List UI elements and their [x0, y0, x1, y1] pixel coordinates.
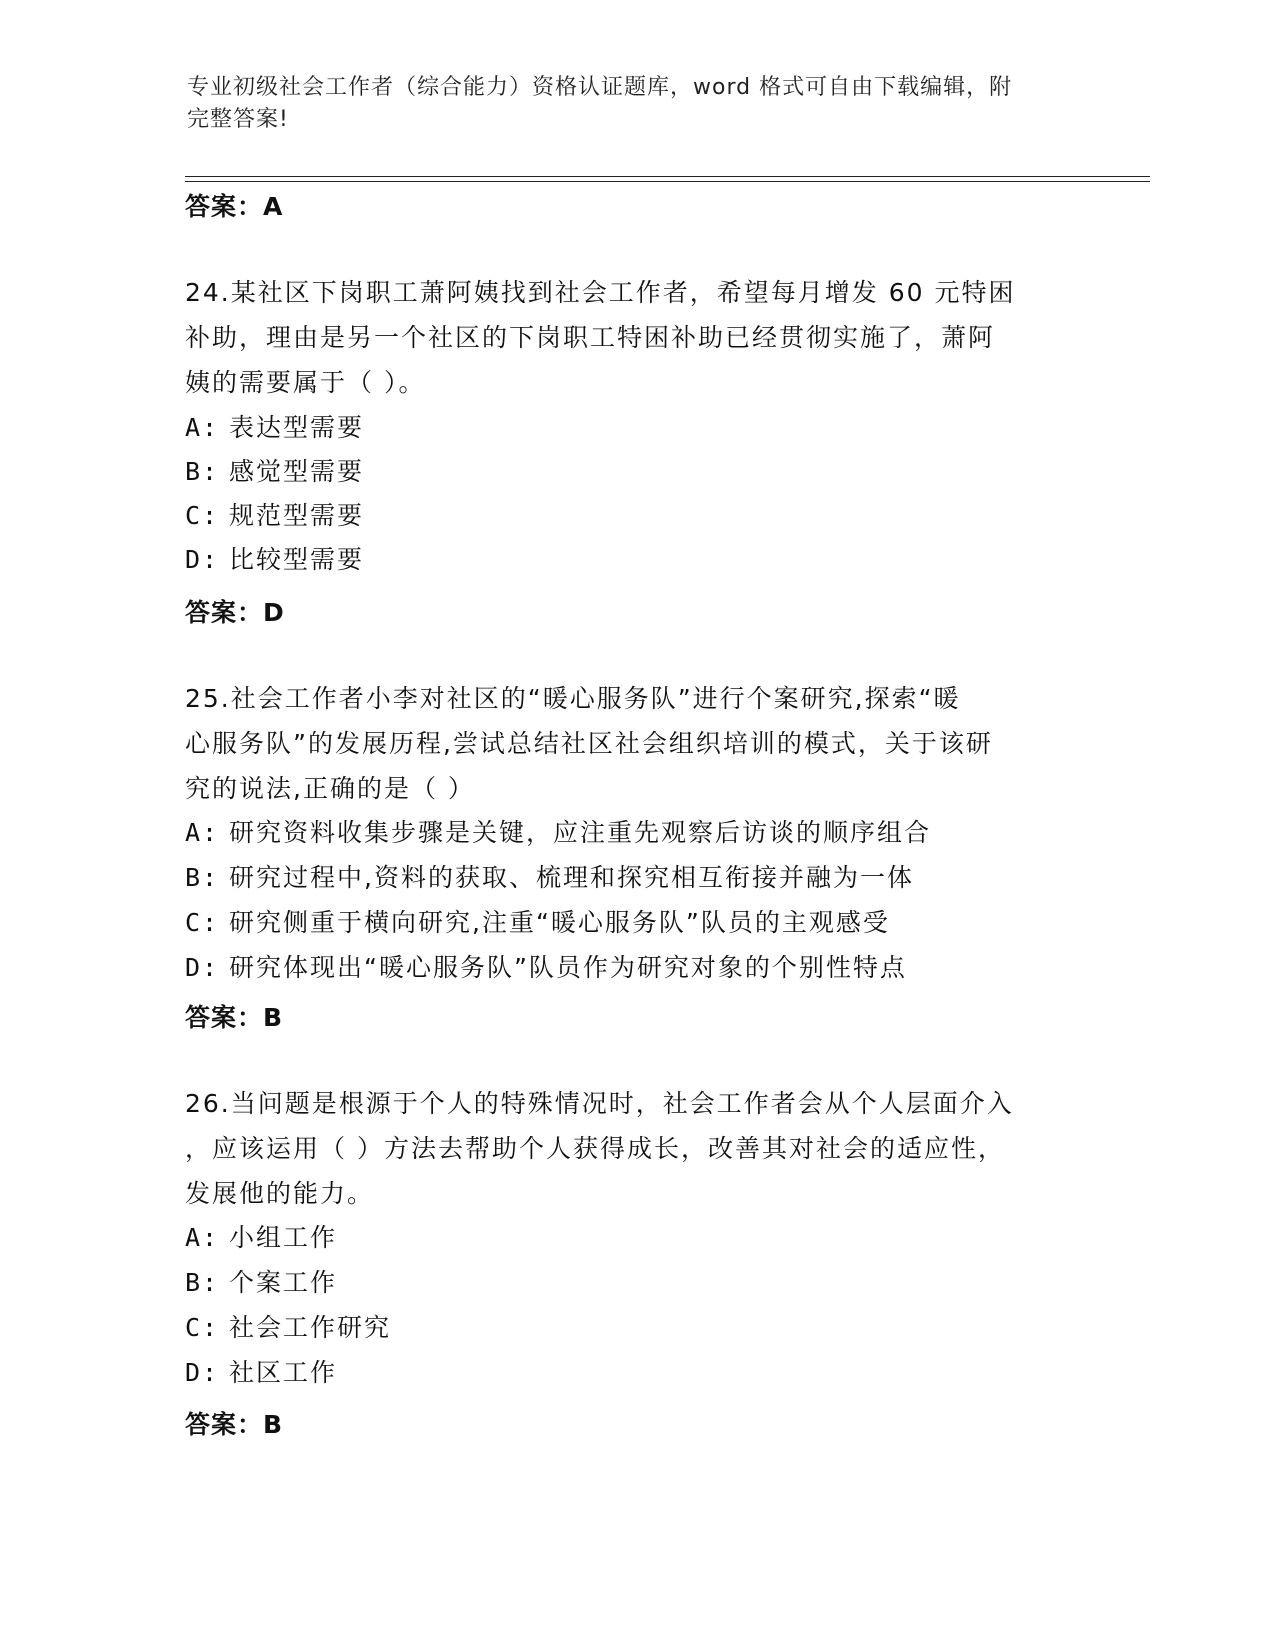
- option-key: B:: [185, 863, 220, 892]
- option-text: 社会工作研究: [229, 1313, 392, 1342]
- answer-26: 答案：B: [185, 1410, 284, 1439]
- question-24-option-c: [185, 493, 364, 538]
- question-25-option-d: [185, 945, 907, 990]
- option-key: D:: [185, 1358, 220, 1387]
- option-text: 研究侧重于横向研究,注重“暖心服务队”队员的主观感受: [229, 908, 890, 937]
- option-text: 小组工作: [229, 1223, 338, 1252]
- option-text: 个案工作: [229, 1268, 338, 1297]
- answer-24: 答案：D: [185, 598, 285, 627]
- question-25-text: [185, 676, 1085, 811]
- question-24-option-a: [185, 405, 364, 450]
- question-26-text: [185, 1081, 1085, 1216]
- question-25-option-b: [185, 855, 914, 900]
- question-26-option-a: [185, 1215, 337, 1260]
- option-text: 研究资料收集步骤是关键，应注重先观察后访谈的顺序组合: [229, 818, 932, 847]
- option-key: D:: [185, 545, 220, 574]
- option-key: C:: [185, 1313, 220, 1342]
- header-divider-top: [185, 176, 1150, 177]
- header-divider-bottom: [185, 181, 1150, 182]
- question-24-text: [185, 270, 1085, 405]
- option-key: B:: [185, 457, 220, 486]
- option-key: A:: [185, 1223, 220, 1252]
- option-text: 感觉型需要: [229, 457, 365, 486]
- question-25-line-3: 究的说法,正确的是（ ）: [185, 774, 475, 803]
- question-25-option-c: [185, 900, 890, 945]
- option-text: 表达型需要: [229, 413, 365, 442]
- question-26-line-1: 26.当问题是根源于个人的特殊情况时，社会工作者会从个人层面介入: [185, 1089, 1014, 1118]
- option-text: 研究体现出“暖心服务队”队员作为研究对象的个别性特点: [229, 953, 907, 982]
- question-24-line-2: 补助，理由是另一个社区的下岗职工特困补助已经贯彻实施了，萧阿: [185, 323, 996, 352]
- question-24-line-1: 24.某社区下岗职工萧阿姨找到社会工作者，希望每月增发 60 元特困: [185, 278, 1016, 307]
- option-key: C:: [185, 501, 220, 530]
- question-24-line-3: 姨的需要属于（ ）。: [185, 368, 426, 397]
- question-25-option-a: [185, 810, 931, 855]
- question-24-option-d: [185, 537, 364, 582]
- question-24-option-b: [185, 449, 364, 494]
- question-25-line-2: 心服务队”的发展历程,尝试总结社区社会组织培训的模式，关于该研: [185, 729, 993, 758]
- question-26-line-2: ，应该运用（ ）方法去帮助个人获得成长，改善其对社会的适应性，: [185, 1134, 1005, 1163]
- option-key: B:: [185, 1268, 220, 1297]
- option-text: 研究过程中,资料的获取、梳理和探究相互衔接并融为一体: [229, 863, 914, 892]
- page-header: [187, 72, 1067, 136]
- option-text: 规范型需要: [229, 501, 365, 530]
- option-key: A:: [185, 818, 220, 847]
- option-key: A:: [185, 413, 220, 442]
- option-key: D:: [185, 953, 220, 982]
- answer-25: 答案：B: [185, 1003, 284, 1032]
- header-line-2: 完整答案!: [187, 107, 289, 132]
- question-26-line-3: 发展他的能力。: [185, 1179, 375, 1208]
- answer-prev: 答案：A: [185, 192, 284, 221]
- option-key: C:: [185, 908, 220, 937]
- option-text: 社区工作: [229, 1358, 338, 1387]
- question-25-line-1: 25.社会工作者小李对社区的“暖心服务队”进行个案研究,探索“暖: [185, 684, 961, 713]
- question-26-option-d: [185, 1350, 337, 1395]
- option-text: 比较型需要: [229, 545, 365, 574]
- question-26-option-c: [185, 1305, 391, 1350]
- header-line-1: 专业初级社会工作者（综合能力）资格认证题库，word 格式可自由下载编辑，附: [187, 75, 1013, 100]
- question-26-option-b: [185, 1260, 337, 1305]
